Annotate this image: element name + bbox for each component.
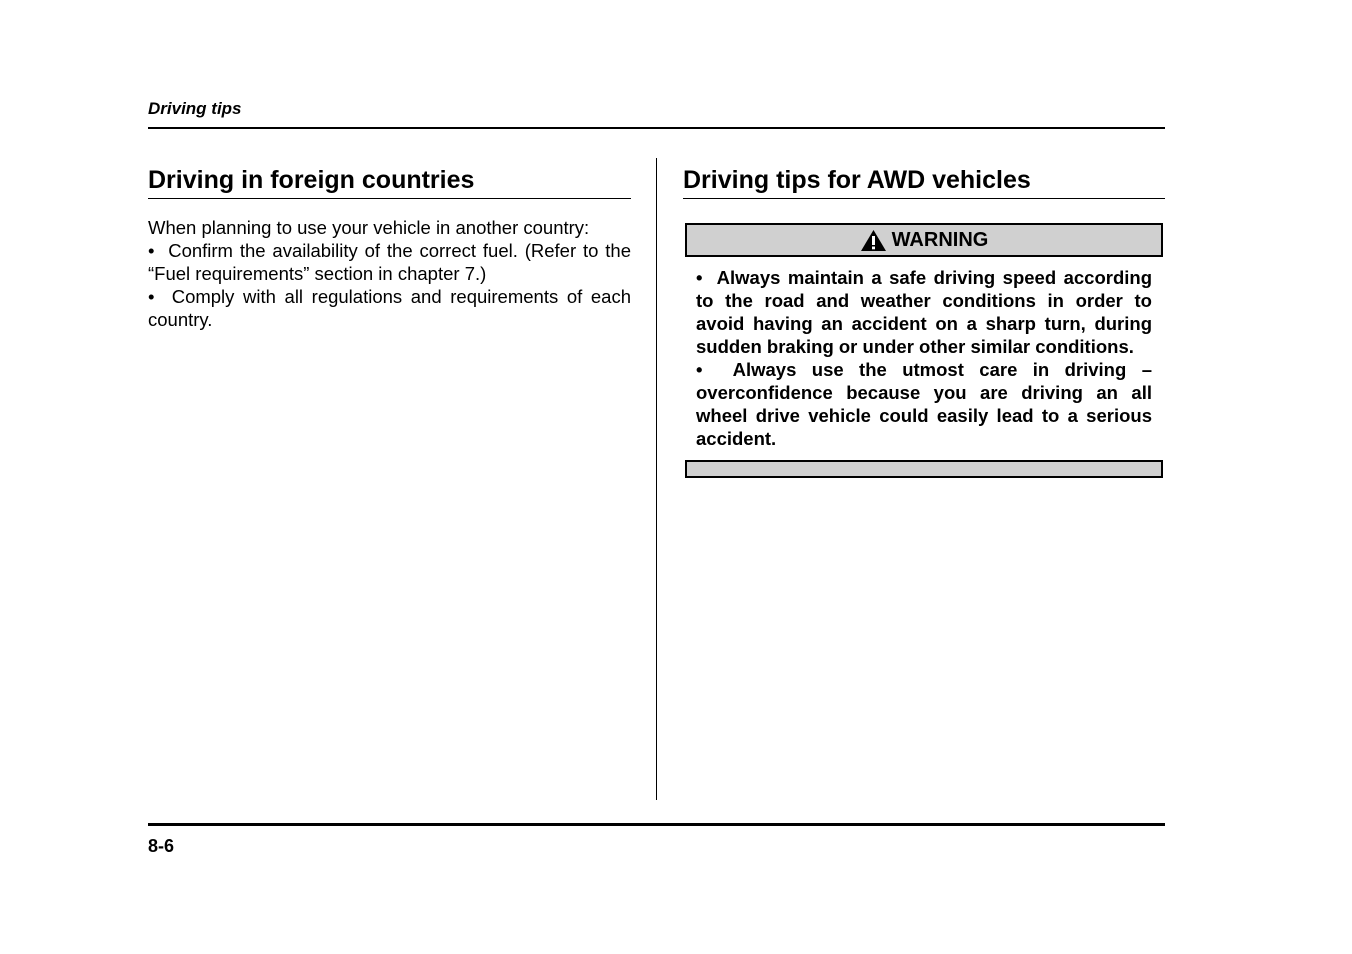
column-divider	[656, 158, 657, 800]
left-column	[148, 164, 631, 331]
list-item	[696, 266, 1152, 358]
warning-label: WARNING	[891, 228, 989, 251]
intro-text: When planning to use your vehicle in another country:	[148, 217, 590, 238]
foreign-countries-body	[148, 216, 631, 331]
footer-rule	[148, 823, 1165, 826]
list-item	[696, 358, 1152, 450]
warning-header	[685, 223, 1163, 257]
running-header: Driving tips	[148, 99, 242, 118]
warning-triangle-icon	[860, 229, 887, 252]
page-number: 8-6	[148, 836, 175, 856]
warning-text: Always maintain a safe driving speed according to the road and weather conditions in order to avoid having an accident on a sharp turn, during sudden braking or under other similar conditions.	[696, 267, 1152, 357]
list-item	[148, 285, 631, 331]
bullet-icon: •	[148, 240, 169, 261]
section-title-foreign-countries: Driving in foreign countries	[148, 164, 631, 199]
warning-text: Always use the utmost care in driving – overconfidence because you are driving an all wheel drive vehicle could easily lead to a serious accident.	[696, 359, 1152, 449]
bullet-icon: •	[696, 359, 733, 380]
bullet-icon: •	[148, 286, 172, 307]
list-item	[148, 239, 631, 285]
bullet-text: Confirm the availability of the correct fuel. (Refer to the “Fuel requirements” section in chapter 7.)	[148, 240, 631, 284]
bullet-text: Comply with all regulations and requirements of each country.	[148, 286, 631, 330]
section-title-awd: Driving tips for AWD vehicles	[683, 164, 1165, 199]
right-column	[683, 164, 1165, 478]
bullet-icon: •	[696, 267, 717, 288]
header-rule	[148, 127, 1165, 129]
warning-body	[696, 266, 1152, 450]
warning-footer-bar	[685, 460, 1163, 478]
